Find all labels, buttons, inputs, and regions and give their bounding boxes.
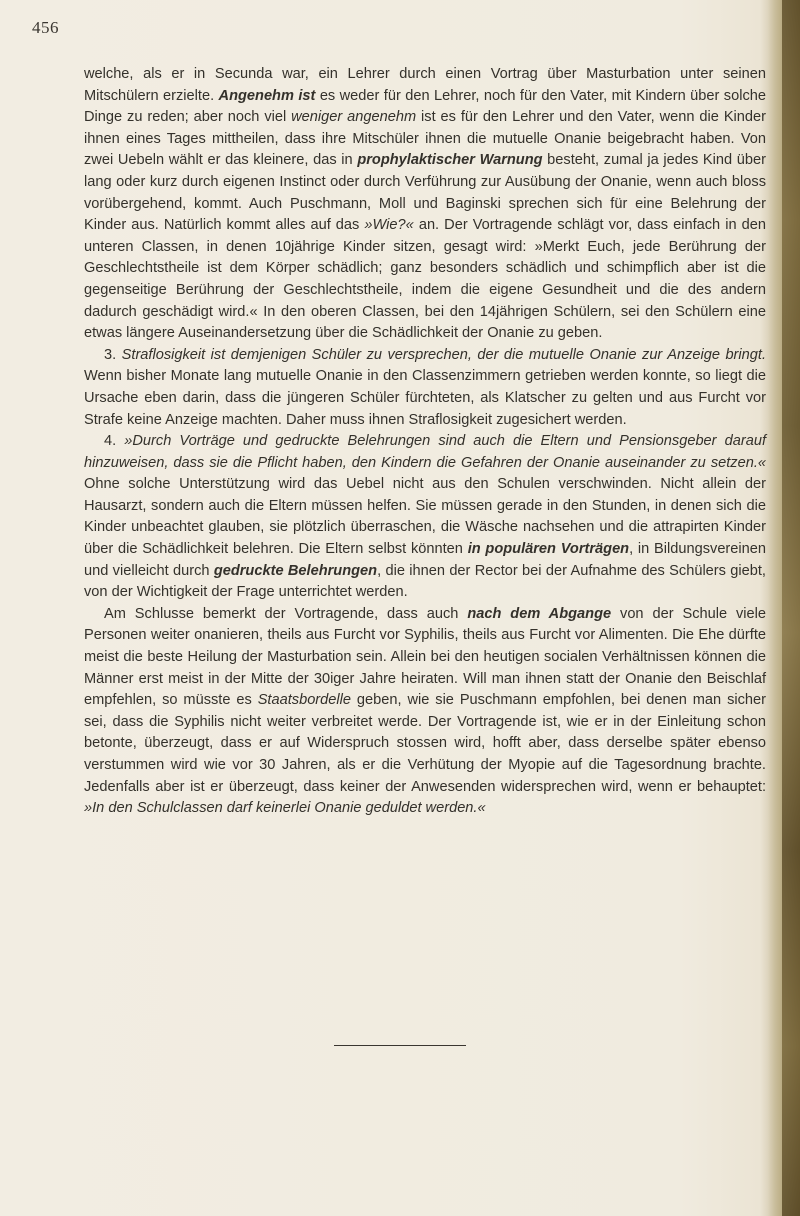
emphasized-text: in populären Vorträgen (467, 541, 630, 558)
body-text (84, 64, 766, 820)
text-run: besteht, zumal ja jedes Kind über lang oder kurz durch eigenen Instinct oder durch Verführung zur Ausübung der Onanie, wenn auch bloss vorübergehend, kommt. Auch Puschmann, Moll und Baginski sprechen sich für eine Belehrung der Kinder aus. Natürlich kommt alles auf das (84, 152, 766, 234)
emphasized-text: weniger angenehm (291, 109, 417, 126)
paragraph (84, 431, 766, 604)
text-run: , in Bildungsvereinen und vielleicht durch (84, 541, 767, 579)
text-run: es weder für den Lehrer, noch für den Vater, mit Kindern über solche Dinge zu reden; aber noch viel (84, 87, 766, 126)
page-binding-edge (782, 0, 800, 1216)
emphasized-text: »Wie?« (364, 217, 414, 234)
section-end-rule (334, 1045, 466, 1046)
text-run: an. Der Vortragende schlägt vor, dass einfach in den unteren Classen, in denen 10jährige Kinder sitzen, gesagt wird: »Merkt Euch, jede Berührung der Geschlechtstheile ist dem Körper schädlich; ganz besonders schädlich und schimpflich aber ist die gegenseitige Berührung der Geschlechtstheile, indem die eigene Gesundheit und die des andern dadurch geschädigt wird.« In den oberen Classen, bei den 14jährigen Schülern, sei den Schülern eine etwas längere Auseinandersetzung über die Schädlichkeit der Onanie zu geben. (84, 217, 766, 342)
text-run: , die ihnen der Rector bei der Aufnahme des Schülers giebt, von der Wichtigkeit der Frage unterrichtet werden. (84, 562, 766, 601)
text-run: welche, als er in Secunda war, ein Lehrer durch einen Vortrag über Masturbation unter seinen Mitschülern erzielte. (84, 66, 766, 104)
emphasized-text: gedruckte Belehrungen (213, 562, 378, 579)
text-run: 3. (104, 346, 122, 363)
text-run: Wenn bisher Monate lang mutuelle Onanie in den Classenzimmern getrieben werden konnte, so liegt die Ursache eben darin, dass die jüngeren Schüler fürchteten, als Klatscher zu gelten und aus Furcht vor Strafe keine Anzeige machten. Daher muss ihnen Straflosigkeit zugesichert werden. (84, 368, 766, 428)
emphasized-text: Staatsbordelle (257, 692, 352, 709)
text-run: Am Schlusse bemerkt der Vortragende, dass auch (104, 605, 468, 622)
emphasized-text: prophylaktischer Warnung (357, 152, 543, 169)
paragraph (84, 345, 766, 431)
emphasized-text: »In den Schulclassen darf keinerlei Onanie geduldet werden.« (84, 800, 486, 817)
emphasized-text: »Durch Vorträge und gedruckte Belehrungen sind auch die Eltern und Pensionsgeber darauf hinzuweisen, dass sie die Pflicht haben, den Kindern die Gefahren der Onanie auseinander zu setzen.« (84, 433, 766, 471)
text-run: Ohne solche Unterstützung wird das Uebel nicht aus den Schulen verschwinden. Nicht allein der Hausarzt, sondern auch die Eltern müssen helfen. Sie müssen gerade in den Stunden, in denen sich die Kinder unbeachtet glauben, sie plötzlich überraschen, die Wäsche nachsehen und die attrapirten Kinder über die Schädlichkeit belehren. Die Eltern selbst könnten (84, 476, 766, 558)
text-run: ist es für den Lehrer und den Vater, wenn die Kinder ihnen eines Tages mittheilen, dass ihre Mitschüler ihnen die mutuelle Onanie beigebracht haben. Von zwei Uebeln wählt er das kleinere, das in (84, 109, 767, 169)
emphasized-text: Angenehm ist (218, 87, 316, 104)
page-number: 456 (32, 18, 59, 37)
paragraph (84, 604, 766, 820)
page-edge-shadow (768, 0, 782, 1216)
text-run: von der Schule viele Personen weiter onanieren, theils aus Furcht vor Syphilis, theils aus Furcht vor Alimenten. Die Ehe dürfte meist die beste Heilung der Masturbation sein. Allein bei den heutigen socialen Verhältnissen können die Männer erst meist in der Mitte der 30iger Jahre heiraten. Will man ihnen statt der Onanie den Beischlaf empfehlen, so müsste es (84, 605, 766, 709)
paragraph (84, 64, 766, 345)
emphasized-text: nach dem Abgange (467, 605, 612, 622)
text-run: geben, wie sie Puschmann empfohlen, bei denen man sicher sei, dass die Syphilis nicht weiter verbreitet werde. Der Vortragende ist, wie er in der Einleitung schon betonte, überzeugt, dass er auf Widerspruch stossen wird, hofft aber, dass derselbe später ebenso verstummen wird wie vor 30 Jahren, als er die Verhütung der Myopie auf die Tagesordnung brachte. Jedenfalls aber ist er überzeugt, dass keiner der Anwesenden widersprechen wird, wenn er behauptet: (84, 692, 767, 795)
emphasized-text: Straflosigkeit ist demjenigen Schüler zu versprechen, der die mutuelle Onanie zur Anzeige bringt. (121, 346, 766, 363)
text-run: 4. (104, 433, 125, 450)
